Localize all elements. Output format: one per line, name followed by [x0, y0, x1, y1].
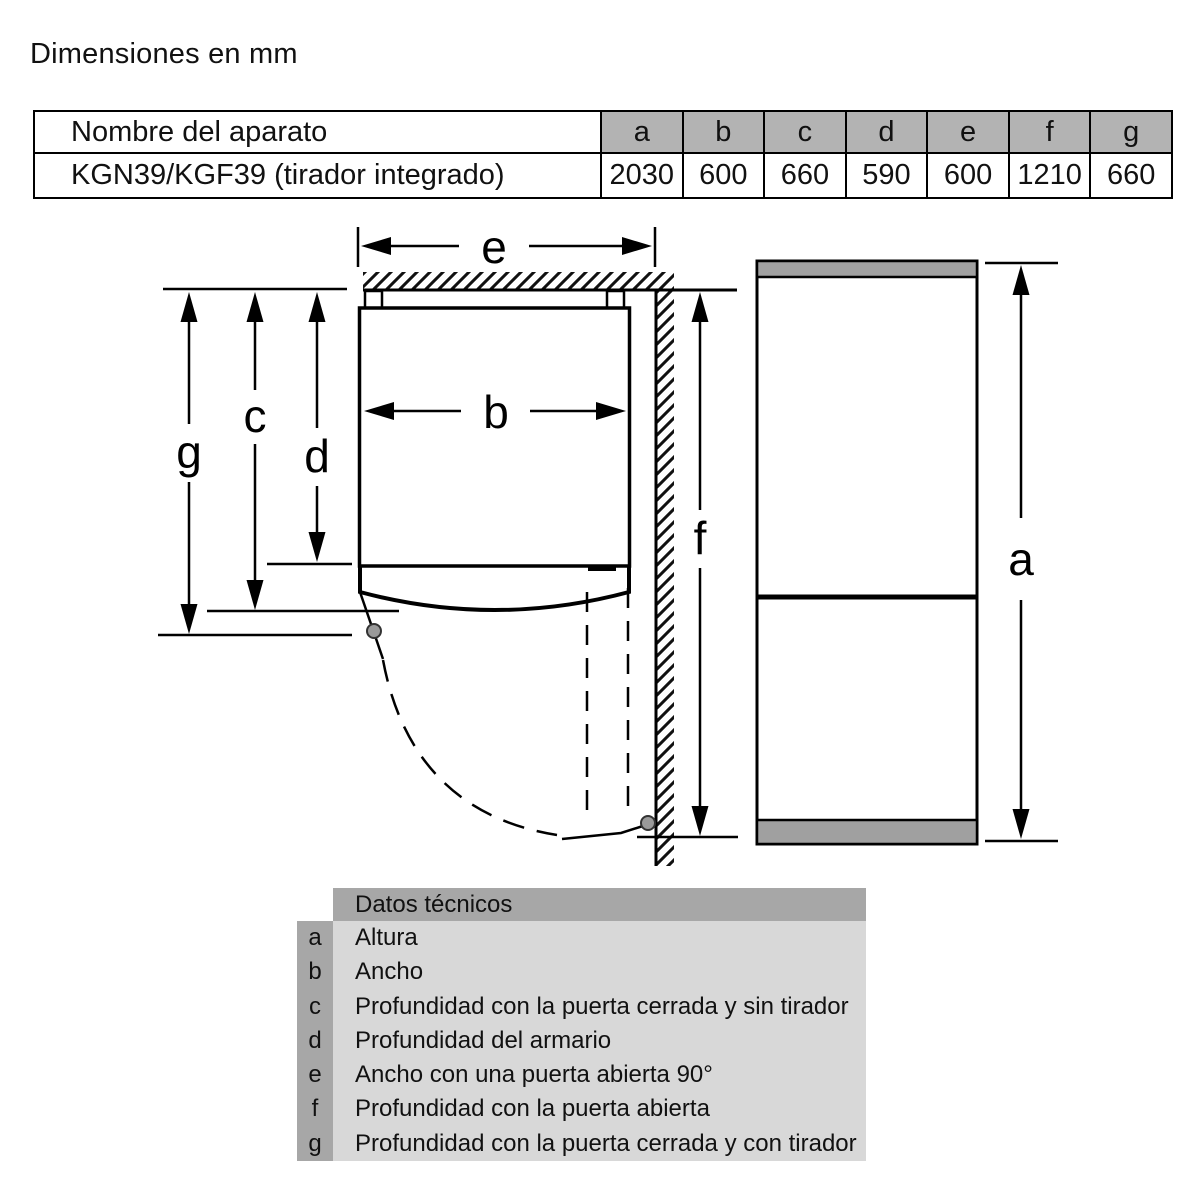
legend-row-e	[297, 1058, 866, 1092]
door-hinge-dot-wall	[641, 816, 655, 830]
dimension-a	[985, 263, 1058, 841]
table-header-g: g	[1090, 111, 1172, 153]
table-header-f: f	[1009, 111, 1091, 153]
fridge-top-strip	[757, 261, 977, 277]
table-header-b: b	[683, 111, 765, 153]
legend-label-b: Ancho	[333, 955, 866, 989]
legend-label-d: Profundidad del armario	[333, 1024, 866, 1058]
legend-header: Datos técnicos	[333, 888, 866, 921]
value-f: 1210	[1009, 153, 1091, 198]
legend-row-a	[297, 921, 866, 955]
dimension-e	[358, 221, 655, 273]
legend-key-e: e	[297, 1058, 333, 1092]
legend-row-c	[297, 990, 866, 1024]
table-header-name: Nombre del aparato	[34, 111, 601, 153]
top-view	[158, 221, 738, 866]
legend-row-f	[297, 1092, 866, 1126]
door-closed	[360, 566, 629, 610]
legend-label-g: Profundidad con la puerta cerrada y con tirador	[333, 1127, 866, 1161]
legend-row-b	[297, 955, 866, 989]
dim-label-b: b	[483, 386, 509, 438]
legend-key-f: f	[297, 1092, 333, 1126]
value-g: 660	[1090, 153, 1172, 198]
dim-label-f: f	[693, 512, 707, 564]
technical-data-legend	[297, 888, 866, 1161]
table-header-e: e	[927, 111, 1009, 153]
dimension-d	[267, 292, 352, 564]
value-e: 600	[927, 153, 1009, 198]
legend-label-f: Profundidad con la puerta abierta	[333, 1092, 866, 1126]
legend-key-a: a	[297, 921, 333, 955]
dim-label-e: e	[481, 221, 507, 273]
door-hinge-dot-front	[367, 624, 381, 638]
value-a: 2030	[601, 153, 683, 198]
legend-label-e: Ancho con una puerta abierta 90°	[333, 1058, 866, 1092]
page-title: Dimensiones en mm	[30, 38, 298, 70]
table-header-d: d	[846, 111, 928, 153]
fridge-front-outline	[757, 261, 977, 844]
legend-key-c: c	[297, 990, 333, 1024]
legend-key-g: g	[297, 1127, 333, 1161]
value-b: 600	[683, 153, 765, 198]
legend-row-d	[297, 1024, 866, 1058]
front-view	[757, 261, 1058, 844]
legend-key-b: b	[297, 955, 333, 989]
dim-label-g: g	[176, 426, 202, 478]
legend-key-d: d	[297, 1024, 333, 1058]
appliance-name: KGN39/KGF39 (tirador integrado)	[34, 153, 601, 198]
legend-row-g	[297, 1127, 866, 1161]
legend-label-c: Profundidad con la puerta cerrada y sin tirador	[333, 990, 866, 1024]
dim-label-d: d	[304, 430, 330, 482]
dimension-f	[637, 292, 738, 837]
hinge-pin-right	[607, 291, 624, 308]
legend-label-a: Altura	[333, 921, 866, 955]
value-c: 660	[764, 153, 846, 198]
dim-label-c: c	[243, 390, 267, 442]
dim-label-a: a	[1008, 533, 1034, 585]
fridge-bottom-strip	[757, 820, 977, 844]
door-open-dashed	[360, 588, 655, 839]
hinge-pin-left	[365, 291, 382, 308]
table-header-a: a	[601, 111, 683, 153]
table-header-c: c	[764, 111, 846, 153]
value-d: 590	[846, 153, 928, 198]
